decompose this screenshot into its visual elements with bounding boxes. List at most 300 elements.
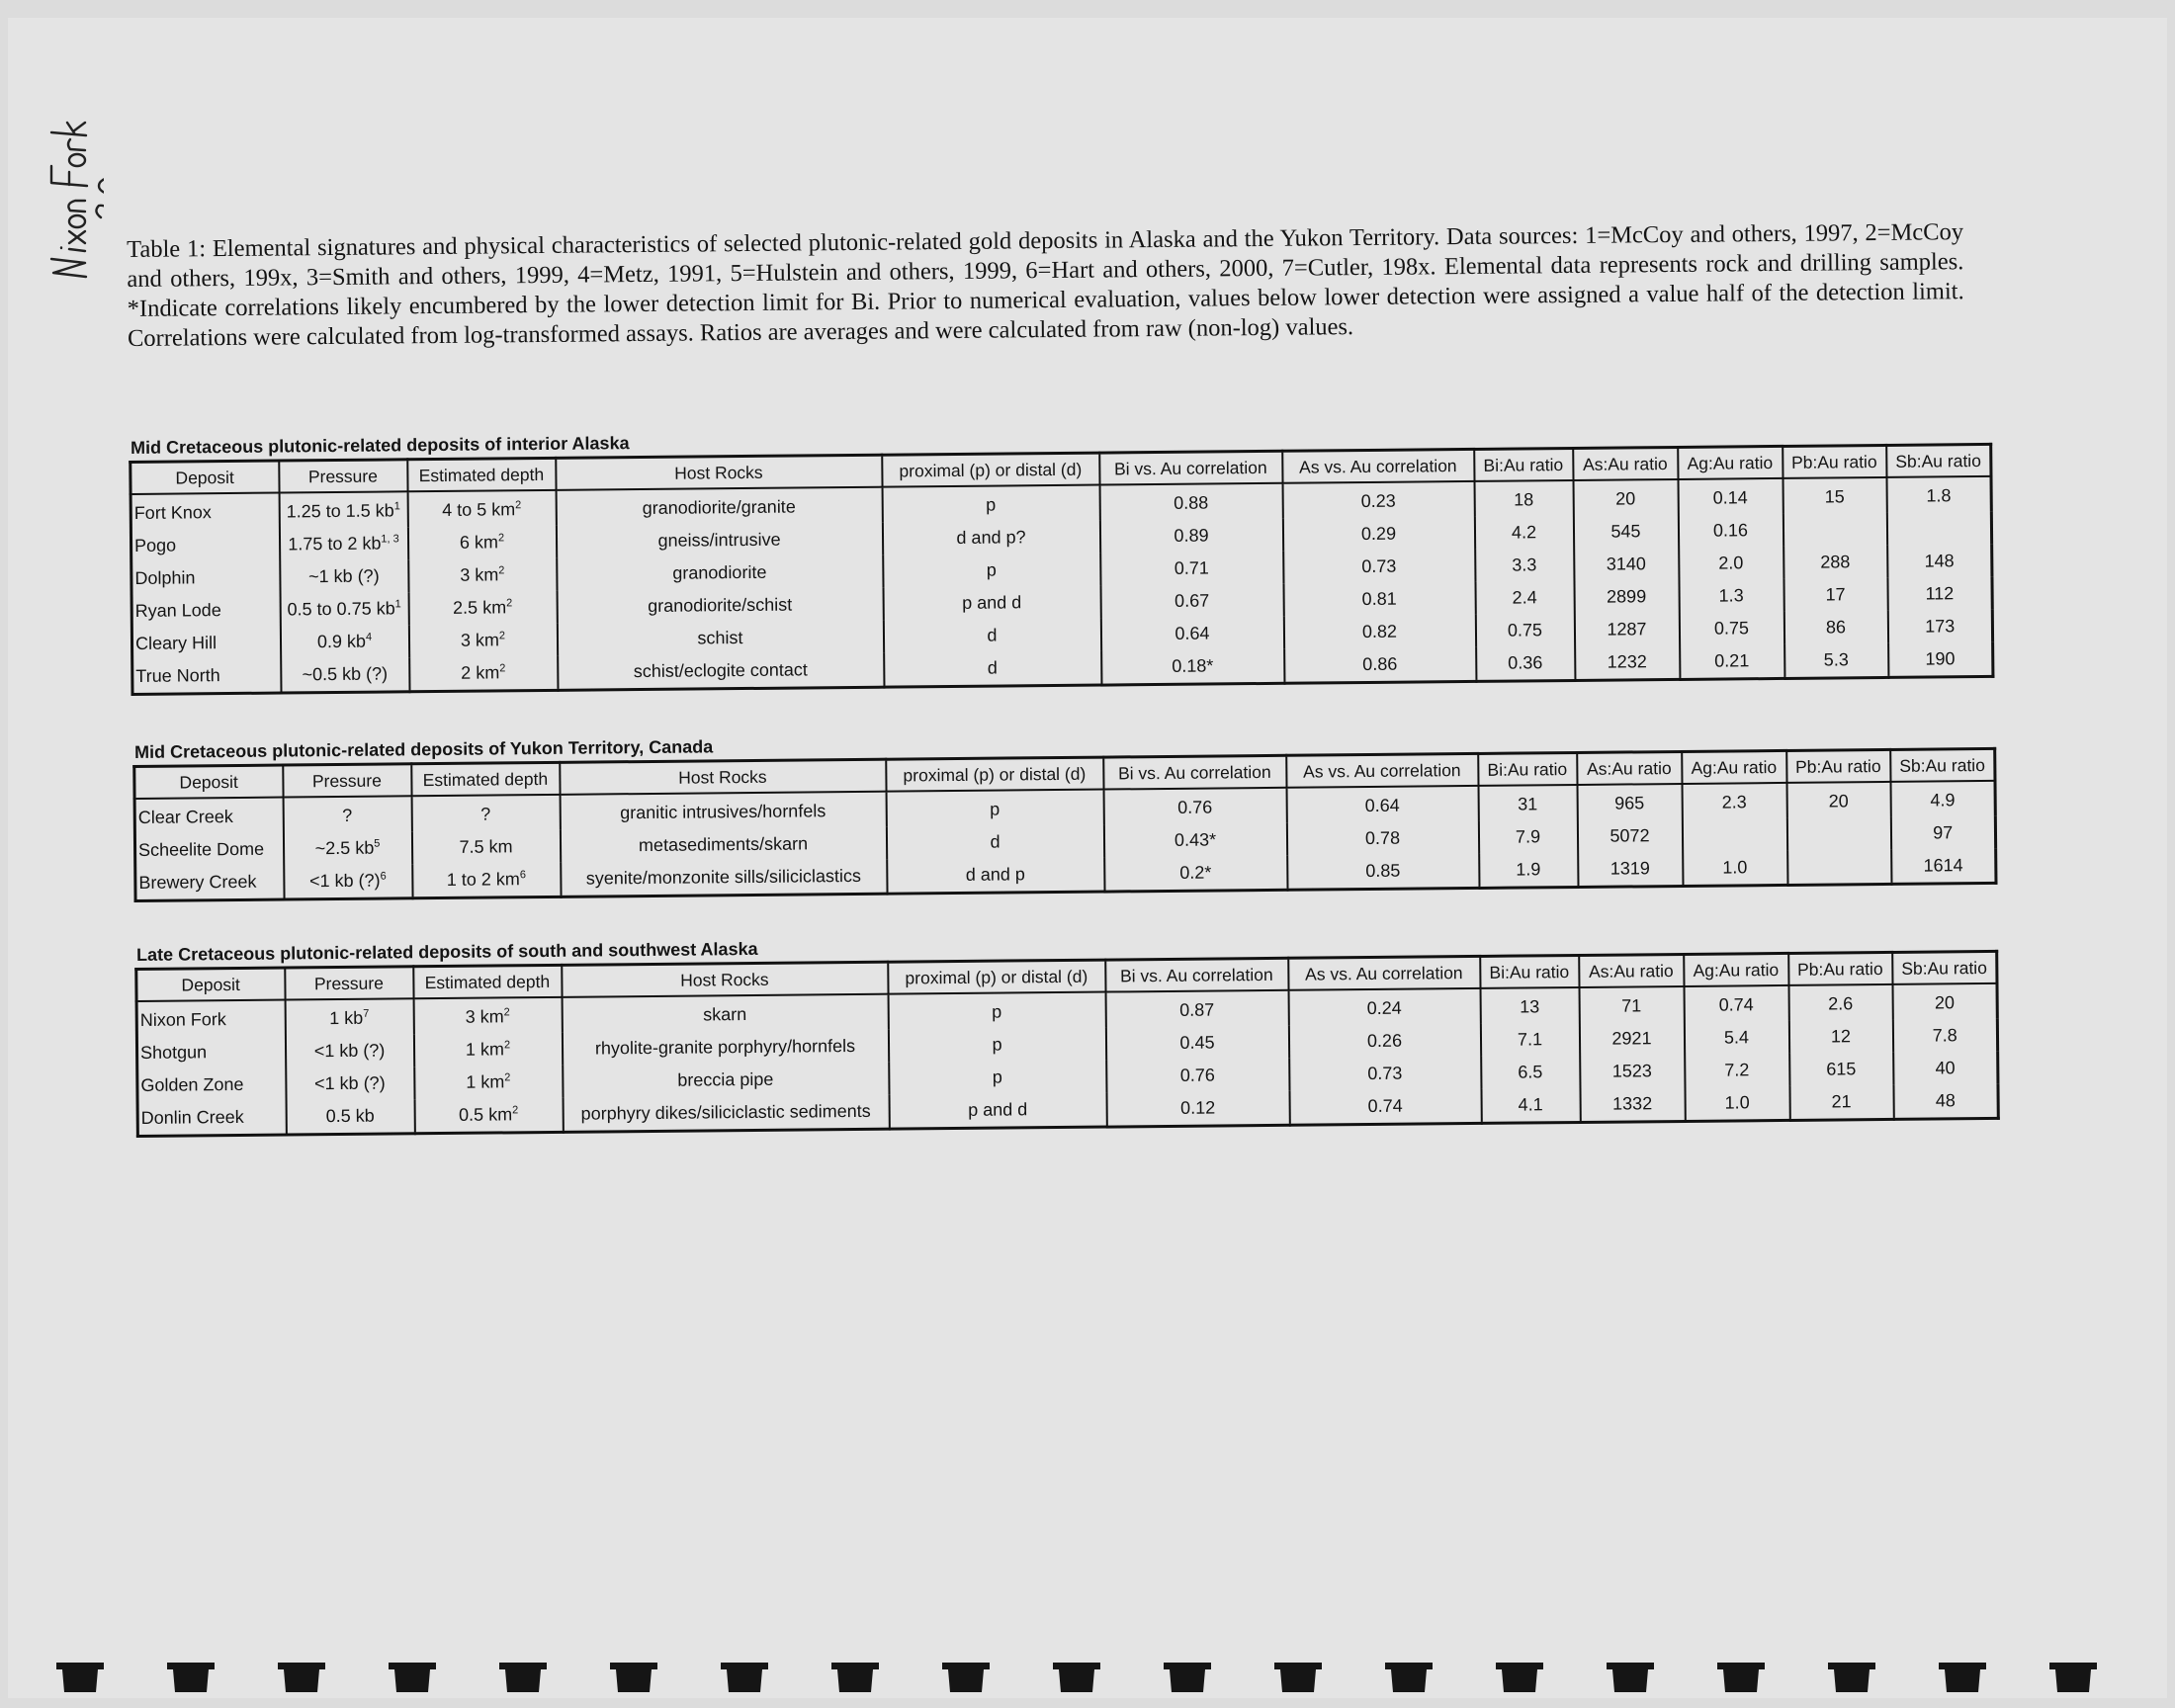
table-section xyxy=(132,722,1997,902)
cell-value: 97 xyxy=(1933,822,1954,843)
cell-proximal-distal xyxy=(883,554,1100,588)
cell-pressure xyxy=(281,657,409,693)
cell-value: 1332 xyxy=(1612,1093,1653,1114)
cell-sb-au-ratio xyxy=(1886,512,1991,546)
cell-bi-au-ratio xyxy=(1476,646,1575,681)
table-caption: Table 1: Elemental signatures and physical characteristics of selected plutonic-related gold deposits in Alaska and the Yukon Territory. Data sources: 1=McCoy and others, 1997, 2=McCoy and others, 199x, 3=Smith and others, 1999, 4=Metz, 1991, 5=Hulstein and others, 1999, 6=Hart and others, 2000, 7=Cutler, 198x. Elemental data represents rock and drilling samples. *Indicate correlations likely encumbered by the lower detection limit for Bi. Prior to numerical evaluation, values below lower detection were assigned a value half of the detection limit. Correlations were calculated from log-transformed assays. Ratios are averages and were calculated from raw (non-log) values. xyxy=(127,218,1964,352)
cell-pressure xyxy=(286,1067,414,1100)
cell-value: d xyxy=(987,657,998,678)
cell-value: d xyxy=(987,625,998,645)
cell-value: 1.9 xyxy=(1516,859,1541,880)
column-header-pressure: Pressure xyxy=(285,967,413,1000)
cell-value: p xyxy=(986,559,997,580)
cell-pressure xyxy=(280,592,408,626)
cell-as-au-ratio xyxy=(1580,1055,1685,1088)
column-header-proximal-distal: proximal (p) or distal (d) xyxy=(882,453,1099,487)
cell-proximal-distal xyxy=(886,790,1103,827)
cell-bi-au-correlation xyxy=(1106,1091,1289,1127)
cell-deposit xyxy=(131,594,280,628)
cell-depth xyxy=(407,490,556,527)
cell-value: Brewery Creek xyxy=(138,871,257,893)
cell-value: 0.5 kb xyxy=(325,1105,375,1127)
column-header-as-au-ratio: As:Au ratio xyxy=(1579,954,1684,987)
cell-bi-au-correlation xyxy=(1099,519,1282,554)
cell-value: 2.6 xyxy=(1828,993,1854,1014)
cell-value: 31 xyxy=(1518,794,1538,814)
deposit-table xyxy=(134,950,2000,1138)
cell-value: 1319 xyxy=(1610,858,1650,879)
sprocket-hole xyxy=(1605,1661,1656,1694)
cell-value: 1 kb xyxy=(329,1007,364,1029)
cell-value: 15 xyxy=(1824,486,1845,507)
column-header-as-au-correlation: As vs. Au correlation xyxy=(1288,956,1480,989)
column-header-deposit: Deposit xyxy=(136,968,285,1001)
source-footnote: 1 xyxy=(394,598,401,611)
sprocket-hole xyxy=(829,1661,881,1694)
cell-bi-au-ratio xyxy=(1475,614,1574,647)
cell-value: 0.29 xyxy=(1360,523,1397,545)
cell-value: 0.26 xyxy=(1366,1030,1403,1052)
cell-value: 5072 xyxy=(1610,825,1650,846)
source-footnote: 2 xyxy=(503,1039,511,1052)
cell-depth xyxy=(411,830,560,864)
cell-sb-au-ratio xyxy=(1892,1019,1997,1053)
cell-value: <1 kb (?) xyxy=(313,1040,386,1062)
cell-as-au-ratio xyxy=(1577,819,1682,853)
cell-value: 0.23 xyxy=(1360,490,1396,512)
cell-bi-au-ratio xyxy=(1481,1088,1580,1123)
table-section xyxy=(129,417,1994,696)
cell-deposit xyxy=(130,529,279,562)
cell-value: Cleary Hill xyxy=(134,633,218,653)
cell-value: Pogo xyxy=(133,535,177,555)
cell-proximal-distal xyxy=(886,825,1103,860)
cell-value: ? xyxy=(342,805,353,825)
cell-bi-au-correlation xyxy=(1103,788,1286,825)
cell-value: p xyxy=(992,1034,1002,1055)
cell-value: ~0.5 kb (?) xyxy=(302,663,389,685)
sprocket-hole xyxy=(1383,1661,1435,1694)
cell-value: Nixon Fork xyxy=(139,1009,226,1030)
column-header-sb-au-ratio: Sb:Au ratio xyxy=(1892,951,1997,984)
cell-value: 18 xyxy=(1514,489,1534,510)
cell-value: 4.1 xyxy=(1518,1094,1543,1115)
column-header-host-rocks: Host Rocks xyxy=(562,962,888,997)
cell-deposit xyxy=(137,1068,286,1102)
column-header-proximal-distal: proximal (p) or distal (d) xyxy=(886,757,1103,792)
cell-as-au-ratio xyxy=(1574,580,1679,614)
cell-value: 3140 xyxy=(1606,554,1646,574)
cell-value: 0.78 xyxy=(1364,827,1401,849)
cell-as-au-ratio xyxy=(1573,515,1678,549)
cell-bi-au-correlation xyxy=(1105,990,1288,1028)
column-header-depth: Estimated depth xyxy=(407,458,556,491)
cell-value: 148 xyxy=(1924,551,1955,571)
cell-bi-au-correlation xyxy=(1103,823,1286,858)
cell-host-rocks xyxy=(556,487,882,526)
cell-proximal-distal xyxy=(882,485,1099,523)
cell-bi-au-correlation xyxy=(1100,552,1283,586)
sprocket-hole xyxy=(497,1661,549,1694)
cell-proximal-distal xyxy=(882,521,1099,555)
cell-ag-au-ratio xyxy=(1680,644,1784,680)
cell-value: 6.5 xyxy=(1518,1062,1543,1082)
cell-value: 40 xyxy=(1935,1058,1956,1078)
cell-ag-au-ratio xyxy=(1679,612,1784,645)
cell-bi-au-correlation xyxy=(1100,584,1283,619)
cell-value: 7.5 km xyxy=(459,836,513,857)
cell-value: 0.73 xyxy=(1361,555,1397,577)
cell-as-au-ratio xyxy=(1573,479,1678,516)
cell-sb-au-ratio xyxy=(1890,816,1995,850)
cell-host-rocks xyxy=(562,1030,888,1066)
cell-proximal-distal xyxy=(888,1028,1105,1063)
cell-value: True North xyxy=(135,665,220,686)
cell-pressure xyxy=(283,796,411,832)
cell-deposit xyxy=(131,561,280,595)
cell-bi-au-ratio xyxy=(1480,1023,1579,1057)
cell-bi-au-correlation xyxy=(1104,856,1287,892)
column-header-ag-au-ratio: Ag:Au ratio xyxy=(1684,953,1788,986)
cell-pb-au-ratio xyxy=(1783,477,1886,514)
cell-value: Dolphin xyxy=(134,567,196,588)
cell-value: 1 to 2 km xyxy=(446,869,520,890)
cell-value: 0.87 xyxy=(1179,999,1215,1020)
cell-as-au-ratio xyxy=(1579,1022,1684,1056)
cell-as-au-ratio xyxy=(1574,613,1679,646)
cell-as-au-correlation xyxy=(1283,615,1475,649)
cell-sb-au-ratio xyxy=(1891,849,1996,885)
cell-host-rocks xyxy=(563,1095,889,1133)
cell-value: ~2.5 kb xyxy=(314,837,375,859)
column-header-pb-au-ratio: Pb:Au ratio xyxy=(1786,749,1890,783)
cell-ag-au-ratio xyxy=(1682,783,1786,819)
cell-value: Donlin Creek xyxy=(140,1106,244,1128)
cell-value: d and p? xyxy=(956,527,1026,548)
cell-value: 5.4 xyxy=(1723,1027,1750,1048)
cell-value: 1.3 xyxy=(1718,585,1744,606)
cell-value: 13 xyxy=(1520,996,1540,1017)
cell-pressure xyxy=(285,998,413,1035)
column-header-pb-au-ratio: Pb:Au ratio xyxy=(1783,445,1886,478)
cell-value: p xyxy=(986,494,997,515)
cell-as-au-correlation xyxy=(1282,517,1474,552)
cell-bi-au-ratio xyxy=(1479,853,1578,888)
cell-value: 7.9 xyxy=(1515,826,1541,847)
cell-depth xyxy=(409,656,558,692)
cell-value: 0.76 xyxy=(1177,797,1213,817)
column-header-bi-au-ratio: Bi:Au ratio xyxy=(1478,752,1577,785)
cell-value: 190 xyxy=(1925,648,1956,669)
cell-depth xyxy=(411,795,560,831)
source-footnote: 1, 3 xyxy=(381,533,399,546)
cell-host-rocks xyxy=(557,621,883,656)
cell-as-au-correlation xyxy=(1287,854,1479,890)
cell-value: granodiorite/schist xyxy=(648,594,793,616)
source-footnote: 2 xyxy=(504,1071,511,1084)
cell-ag-au-ratio xyxy=(1679,579,1784,613)
cell-value: 0.73 xyxy=(1367,1063,1403,1084)
cell-as-au-ratio xyxy=(1577,784,1682,820)
cell-as-au-correlation xyxy=(1288,1024,1480,1059)
cell-value: schist/eclogite contact xyxy=(633,659,808,682)
cell-value: syenite/monzonite sills/siliciclastics xyxy=(585,865,862,889)
cell-bi-au-ratio xyxy=(1475,549,1574,582)
handwritten-margin-note xyxy=(10,79,104,287)
sprocket-hole xyxy=(940,1661,992,1694)
cell-value: Shotgun xyxy=(139,1042,208,1063)
cell-pb-au-ratio xyxy=(1783,513,1886,547)
cell-value: 0.5 km xyxy=(459,1104,513,1125)
cell-ag-au-ratio xyxy=(1679,547,1784,580)
cell-host-rocks xyxy=(560,827,886,863)
cell-value: rhyolite-granite porphyry/hornfels xyxy=(594,1036,856,1059)
sprocket-hole xyxy=(1051,1661,1102,1694)
source-footnote: 7 xyxy=(363,1007,370,1020)
cell-value: p xyxy=(992,1001,1002,1022)
column-header-depth: Estimated depth xyxy=(413,965,562,998)
cell-value: Fort Knox xyxy=(133,502,212,523)
cell-value: 0.74 xyxy=(1367,1095,1403,1117)
cell-proximal-distal xyxy=(889,1061,1106,1095)
cell-value: 0.74 xyxy=(1718,994,1754,1015)
cell-value: 0.14 xyxy=(1712,487,1748,508)
column-header-deposit: Deposit xyxy=(130,461,279,494)
cell-ag-au-ratio xyxy=(1682,818,1786,852)
cell-pb-au-ratio xyxy=(1786,817,1890,851)
cell-value: 288 xyxy=(1820,552,1851,572)
cell-bi-au-ratio xyxy=(1480,987,1579,1024)
cell-value: 2921 xyxy=(1611,1028,1652,1049)
cell-depth xyxy=(407,526,556,559)
cell-ag-au-ratio xyxy=(1684,1021,1788,1055)
column-header-sb-au-ratio: Sb:Au ratio xyxy=(1890,748,1995,782)
cell-pb-au-ratio xyxy=(1787,850,1891,886)
cell-pressure xyxy=(284,864,412,899)
cell-value: 0.85 xyxy=(1365,860,1401,882)
cell-bi-au-ratio xyxy=(1474,480,1573,517)
cell-value: 112 xyxy=(1925,583,1955,604)
cell-value: p xyxy=(992,1067,1002,1087)
cell-pb-au-ratio xyxy=(1786,782,1890,818)
cell-pressure xyxy=(279,527,407,560)
cell-value: 0.24 xyxy=(1366,997,1402,1019)
sprocket-hole xyxy=(2047,1661,2099,1694)
cell-value: 1.75 to 2 kb xyxy=(288,533,382,555)
column-header-pressure: Pressure xyxy=(279,460,407,493)
cell-value: 17 xyxy=(1825,584,1846,605)
section-title: Late Cretaceous plutonic-related deposits of south and southwest Alaska xyxy=(136,938,758,965)
cell-bi-au-ratio xyxy=(1481,1056,1580,1089)
cell-value: 0.43* xyxy=(1174,829,1217,850)
column-header-pressure: Pressure xyxy=(283,764,411,798)
cell-value: 86 xyxy=(1825,617,1847,638)
cell-bi-au-correlation xyxy=(1105,1026,1288,1061)
cell-bi-au-ratio xyxy=(1478,820,1577,854)
cell-value: 0.67 xyxy=(1174,590,1210,611)
column-header-as-au-ratio: As:Au ratio xyxy=(1573,447,1678,480)
cell-as-au-correlation xyxy=(1282,481,1474,519)
sprocket-hole xyxy=(719,1661,770,1694)
cell-deposit xyxy=(136,1000,285,1037)
cell-deposit xyxy=(135,866,284,901)
cell-host-rocks xyxy=(557,588,883,624)
cell-sb-au-ratio xyxy=(1893,1084,1998,1120)
cell-value: breccia pipe xyxy=(677,1068,774,1090)
cell-value: 1.25 to 1.5 kb xyxy=(286,500,394,522)
sprocket-hole xyxy=(1494,1661,1545,1694)
cell-value: d and p xyxy=(965,864,1025,885)
cell-sb-au-ratio xyxy=(1887,577,1992,611)
cell-sb-au-ratio xyxy=(1892,983,1997,1020)
sprocket-hole xyxy=(1162,1661,1213,1694)
source-footnote: 6 xyxy=(380,870,387,883)
cell-value: 0.88 xyxy=(1174,492,1209,513)
sprocket-hole xyxy=(276,1661,327,1694)
cell-value: 0.86 xyxy=(1362,653,1398,675)
sprocket-hole xyxy=(1826,1661,1877,1694)
cell-value: 3 km xyxy=(465,1006,504,1027)
cell-as-au-correlation xyxy=(1289,1089,1481,1125)
cell-value: 2.3 xyxy=(1721,792,1747,812)
deposit-table xyxy=(129,443,1994,696)
cell-ag-au-ratio xyxy=(1684,985,1788,1022)
cell-pressure xyxy=(285,1034,413,1068)
cell-value: <1 kb (?) xyxy=(308,870,381,892)
cell-value: p and d xyxy=(962,592,1022,613)
cell-deposit xyxy=(130,493,279,530)
cell-value: p and d xyxy=(968,1099,1028,1120)
source-footnote: 2 xyxy=(498,630,506,642)
cell-value: 0.5 to 0.75 kb xyxy=(287,598,395,620)
cell-proximal-distal xyxy=(887,858,1104,895)
cell-value: 2.0 xyxy=(1718,553,1744,573)
cell-value: Clear Creek xyxy=(137,807,233,827)
cell-proximal-distal xyxy=(889,1093,1106,1130)
cell-depth xyxy=(414,1066,563,1099)
cell-value: 20 xyxy=(1828,791,1849,811)
cell-value: 7.1 xyxy=(1517,1029,1543,1050)
sprocket-hole xyxy=(1272,1661,1324,1694)
cell-value: 0.9 kb xyxy=(316,631,367,652)
cell-value: 0.21 xyxy=(1714,650,1750,671)
cell-value: 1.0 xyxy=(1722,857,1748,878)
column-header-bi-au-correlation: Bi vs. Au correlation xyxy=(1103,755,1286,789)
cell-depth xyxy=(408,558,557,592)
section-title: Mid Cretaceous plutonic-related deposits of interior Alaska xyxy=(130,433,630,458)
column-header-bi-au-correlation: Bi vs. Au correlation xyxy=(1099,451,1282,484)
source-footnote: 2 xyxy=(497,532,505,545)
cell-depth xyxy=(412,863,561,898)
cell-value: 0.16 xyxy=(1712,520,1749,541)
cell-as-au-ratio xyxy=(1580,1087,1685,1123)
cell-value: 0.75 xyxy=(1713,618,1750,639)
cell-value: porphyry dikes/siliciclastic sediments xyxy=(580,1100,871,1124)
cell-deposit xyxy=(134,833,283,867)
cell-as-au-ratio xyxy=(1574,548,1679,581)
source-footnote: 2 xyxy=(499,662,506,675)
cell-value: 48 xyxy=(1935,1090,1956,1111)
cell-value: 4.2 xyxy=(1511,522,1537,543)
column-header-ag-au-ratio: Ag:Au ratio xyxy=(1682,750,1786,784)
sprocket-hole xyxy=(165,1661,217,1694)
cell-value: granodiorite xyxy=(672,561,767,583)
source-footnote: 5 xyxy=(374,837,381,850)
column-header-as-au-ratio: As:Au ratio xyxy=(1577,751,1682,785)
cell-value: Ryan Lode xyxy=(134,600,221,621)
cell-value: 2.4 xyxy=(1512,587,1537,608)
cell-host-rocks xyxy=(560,792,886,830)
column-header-depth: Estimated depth xyxy=(411,762,560,796)
column-header-bi-au-correlation: Bi vs. Au correlation xyxy=(1105,958,1288,991)
source-footnote: 4 xyxy=(365,631,373,643)
cell-value: d xyxy=(990,831,1000,852)
cell-as-au-correlation xyxy=(1289,1057,1481,1091)
cell-value: 4.9 xyxy=(1930,790,1956,811)
cell-value: 2.5 km xyxy=(453,597,507,618)
cell-ag-au-ratio xyxy=(1678,514,1783,548)
sprocket-hole xyxy=(387,1661,438,1694)
cell-value: 0.36 xyxy=(1508,652,1543,673)
cell-as-au-correlation xyxy=(1283,582,1475,617)
section-title: Mid Cretaceous plutonic-related deposits of Yukon Territory, Canada xyxy=(134,736,714,762)
column-header-deposit: Deposit xyxy=(134,765,283,799)
cell-pb-au-ratio xyxy=(1789,1085,1893,1121)
column-header-as-au-correlation: As vs. Au correlation xyxy=(1282,449,1474,482)
cell-pressure xyxy=(279,491,407,528)
table-section xyxy=(134,924,2000,1138)
cell-proximal-distal xyxy=(883,586,1100,621)
source-footnote: 2 xyxy=(503,1006,510,1019)
cell-value: 5.3 xyxy=(1823,649,1849,670)
cell-ag-au-ratio xyxy=(1683,851,1787,887)
column-header-pb-au-ratio: Pb:Au ratio xyxy=(1788,952,1892,985)
cell-value: 6 km xyxy=(459,532,499,553)
cell-value: 4 to 5 km xyxy=(442,499,516,520)
cell-deposit xyxy=(132,659,281,695)
cell-value: 3 km xyxy=(460,564,499,585)
cell-host-rocks xyxy=(563,1063,889,1098)
cell-pressure xyxy=(280,625,408,658)
cell-pressure xyxy=(283,831,411,865)
cell-bi-au-correlation xyxy=(1106,1059,1289,1093)
cell-value: 615 xyxy=(1826,1059,1857,1079)
cell-value: 1614 xyxy=(1923,855,1963,876)
cell-value: 7.8 xyxy=(1932,1025,1958,1046)
cell-value: 7.2 xyxy=(1724,1060,1750,1080)
cell-value: 2899 xyxy=(1607,586,1647,607)
cell-value: 1.0 xyxy=(1724,1092,1750,1113)
cell-as-au-correlation xyxy=(1283,550,1475,584)
cell-bi-au-correlation xyxy=(1101,649,1284,685)
column-header-host-rocks: Host Rocks xyxy=(556,455,882,490)
cell-value: gneiss/intrusive xyxy=(657,529,781,551)
cell-value: ? xyxy=(480,804,491,824)
cell-value: 1.8 xyxy=(1926,485,1952,506)
column-header-sb-au-ratio: Sb:Au ratio xyxy=(1886,444,1991,477)
column-header-bi-au-ratio: Bi:Au ratio xyxy=(1480,955,1579,987)
cell-value: 1 km xyxy=(465,1039,505,1060)
cell-host-rocks xyxy=(562,994,888,1033)
cell-deposit xyxy=(131,627,280,660)
cell-depth xyxy=(408,591,557,625)
cell-value: 21 xyxy=(1831,1091,1852,1112)
cell-bi-au-ratio xyxy=(1478,785,1577,821)
cell-value: Golden Zone xyxy=(140,1073,244,1095)
cell-pressure xyxy=(286,1099,414,1135)
cell-value: <1 kb (?) xyxy=(314,1072,386,1094)
cell-host-rocks xyxy=(556,523,882,558)
